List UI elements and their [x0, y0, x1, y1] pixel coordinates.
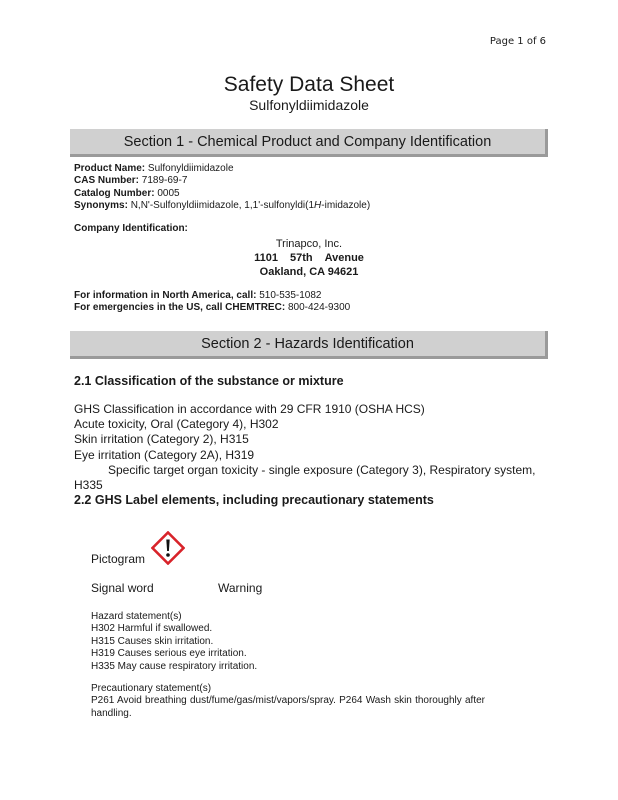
catalog-row [74, 188, 554, 200]
company-name: Trinapco, Inc. [275, 238, 343, 250]
catalog-label: Catalog Number: [74, 187, 155, 199]
precautionary-statements [91, 683, 485, 720]
company-identification-label: Company Identification: [74, 223, 188, 234]
synonyms-row [74, 200, 554, 212]
north-america-phone: 510-535-1082 [259, 290, 322, 301]
signal-word-value: Warning [218, 581, 263, 595]
precaution-text: P261 Avoid breathing dust/fume/gas/mist/vapors/spray. P264 Wash skin thoroughly after handling. [91, 695, 485, 719]
page-number: Page 1 of 6 [489, 36, 546, 47]
catalog-value: 0005 [157, 187, 180, 199]
company-address [0, 237, 618, 279]
company-street [0, 251, 618, 265]
section-2-heading: Section 2 - Hazards Identification [70, 331, 548, 359]
synonyms-text-end: -imidazole) [321, 200, 371, 212]
subsection-2-1-heading: 2.1 Classification of the substance or mixture [74, 374, 344, 388]
subsection-2-2-heading: 2.2 GHS Label elements, including precautionary statements [74, 493, 434, 507]
synonyms-text-start: N,N'-Sulfonyldiimidazole, 1,1'-sulfonyldi(1 [130, 200, 315, 212]
north-america-contact [74, 290, 350, 302]
product-name-label: Product Name: [74, 163, 146, 174]
ghs-classification [74, 402, 544, 493]
ghs-line: GHS Classification in accordance with 29 CFR 1910 (OSHA HCS) [74, 402, 425, 416]
ghs-stot-line: Specific target organ toxicity - single exposure (Category 3), Respiratory system, H335 [74, 462, 536, 493]
emergency-label: For emergencies in the US, call CHEMTREC: [74, 302, 286, 314]
company-city: Oakland, CA 94621 [259, 266, 359, 278]
hazard-line: H315 Causes skin irritation. [91, 635, 214, 647]
exclamation-mark-diamond-icon [151, 531, 185, 565]
cas-value: 7189-69-7 [141, 175, 188, 187]
hazard-line: H335 May cause respiratory irritation. [91, 660, 258, 672]
street-name: 57th [289, 252, 313, 264]
section-1-heading: Section 1 - Chemical Product and Company Identification [70, 129, 548, 157]
ghs-line: Eye irritation (Category 2A), H319 [74, 447, 255, 462]
contact-info [74, 290, 350, 315]
hazard-title: Hazard statement(s) [91, 611, 182, 622]
product-info [74, 163, 554, 213]
north-america-label: For information in North America, call: [74, 290, 257, 301]
street-type: Avenue [324, 252, 364, 264]
cas-row [74, 175, 554, 187]
hazard-line: H319 Causes serious eye irritation. [91, 648, 247, 660]
synonyms-value [131, 200, 370, 211]
ghs-line: Acute toxicity, Oral (Category 4), H302 [74, 417, 279, 432]
hazard-line: H302 Harmful if swallowed. [91, 623, 213, 635]
pictogram-label: Pictogram [91, 552, 146, 566]
emergency-contact [74, 302, 350, 314]
ghs-line: Skin irritation (Category 2), H315 [74, 432, 249, 447]
product-name-value: Sulfonyldiimidazole [147, 163, 234, 174]
street-number: 1101 [254, 252, 278, 264]
document-title: Safety Data Sheet [223, 73, 395, 96]
cas-label: CAS Number: [74, 175, 140, 187]
hazard-statements [91, 611, 491, 673]
synonyms-italic-h: H [314, 200, 322, 212]
product-name-row [74, 163, 554, 175]
document-subtitle: Sulfonyldiimidazole [249, 97, 369, 113]
precaution-title: Precautionary statement(s) [91, 683, 212, 694]
synonyms-label: Synonyms: [74, 200, 128, 212]
emergency-phone: 800-424-9300 [287, 302, 351, 314]
signal-word-label: Signal word [91, 581, 154, 595]
